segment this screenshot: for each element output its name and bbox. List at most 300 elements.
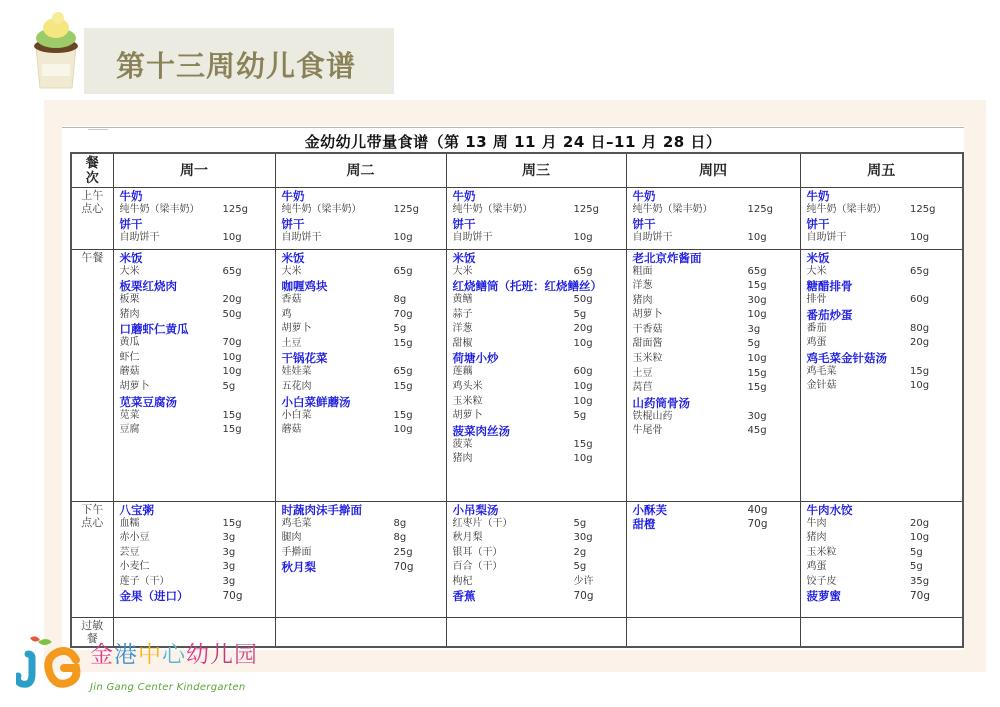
- ingredient-name: 腿肉: [281, 532, 302, 544]
- dish-name: 牛奶: [806, 188, 830, 203]
- ingredient-row: [633, 410, 796, 425]
- ingredient-amount: 15g: [222, 517, 242, 529]
- ingredient-row: [120, 517, 271, 532]
- dish-name: 牛奶: [281, 188, 305, 203]
- ingredient-amount: 30g: [573, 532, 593, 544]
- dish-name: 红烧鳝筒（托班：红烧鳝丝）: [452, 279, 602, 294]
- ingredient-row: [633, 279, 796, 294]
- ingredient-amount: 15g: [393, 409, 413, 421]
- ingredient-row: [120, 365, 271, 380]
- ingredient-row: [282, 546, 442, 561]
- ingredient-name: 排骨: [806, 294, 827, 306]
- dish-name: 牛奶: [119, 188, 143, 203]
- meal-label-cell: [71, 501, 113, 617]
- ingredient-row: [282, 322, 442, 337]
- ingredient-row: [453, 365, 622, 380]
- ingredient-row: [807, 293, 959, 308]
- logo-char: 幼: [186, 642, 210, 668]
- dish-name: 山药筒骨汤: [632, 395, 690, 410]
- menu-cell: [446, 617, 626, 647]
- ingredient-row: [807, 531, 959, 546]
- ingredient-name: 菠菜: [452, 438, 473, 450]
- ingredient-name: 胡萝卜: [632, 309, 663, 321]
- ingredient-amount: 30g: [747, 294, 767, 306]
- dish-name: 牛奶: [632, 188, 656, 203]
- menu-cell: [800, 501, 963, 617]
- ingredient-amount: 10g: [573, 381, 593, 393]
- ingredient-row: [282, 203, 442, 218]
- ingredient-row: [120, 265, 271, 280]
- ingredient-name: 猪肉: [806, 532, 827, 544]
- ingredient-name: 鸡蛋: [806, 337, 827, 349]
- ingredient-amount: 65g: [393, 265, 413, 277]
- ingredient-row: [282, 423, 442, 438]
- dish-name: 香蕉 70g: [453, 589, 622, 603]
- ingredient-row: [120, 423, 271, 438]
- ingredient-amount: 10g: [393, 232, 413, 244]
- ingredient-amount: 5g: [573, 410, 587, 422]
- page-title: 第十三周幼儿食谱: [116, 49, 357, 83]
- menu-cell: [113, 249, 275, 501]
- ingredient-row: [453, 546, 622, 561]
- dish-name: 板栗红烧肉: [119, 279, 177, 294]
- ingredient-row: [807, 379, 959, 394]
- dish-name: 小酥芙 40g: [633, 503, 796, 517]
- ingredient-row: [453, 265, 622, 280]
- ingredient-name: 自助饼干: [119, 232, 160, 244]
- ingredient-name: 鸡头米: [452, 381, 483, 393]
- weekly-menu-table: [70, 152, 964, 648]
- ingredient-row: [120, 203, 271, 218]
- dish-name: 秋月梨 70g: [282, 560, 442, 574]
- ingredient-amount: 15g: [573, 438, 593, 450]
- kindergarten-logo: [16, 634, 286, 700]
- ingredient-row: [633, 231, 796, 246]
- ingredient-amount: 20g: [910, 517, 930, 529]
- ingredient-name: 自助饼干: [632, 232, 673, 244]
- ingredient-name: 纯牛奶（梁丰奶）: [806, 203, 887, 215]
- ingredient-name: 苋菜: [119, 409, 140, 421]
- ingredient-name: 牛尾骨: [632, 425, 663, 437]
- ingredient-amount: 10g: [222, 232, 242, 244]
- ingredient-amount: 10g: [910, 232, 930, 244]
- dish-amount: 40g: [747, 503, 768, 516]
- dish-name: 苋菜豆腐汤: [119, 394, 177, 409]
- dish-name: 时蔬肉沫手擀面: [281, 502, 362, 517]
- ingredient-name: 牛肉: [806, 517, 827, 529]
- logo-char: 心: [162, 642, 186, 668]
- dish-name: 干锅花菜: [281, 351, 328, 366]
- ingredient-name: 虾仁: [119, 351, 140, 363]
- menu-cell: [275, 501, 446, 617]
- ingredient-row: [633, 337, 796, 352]
- ingredient-name: 洋葱: [452, 323, 473, 335]
- ingredient-row: [807, 575, 959, 590]
- ingredient-amount: 10g: [910, 380, 930, 392]
- ingredient-amount: 10g: [222, 351, 242, 363]
- dish-name: 米饭: [119, 250, 143, 265]
- dish-amount: 70g: [573, 590, 594, 603]
- ingredient-name: 纯牛奶（梁丰奶）: [119, 203, 200, 215]
- meal-label: 上午 点心: [81, 188, 104, 215]
- dish-name: 糖醋排骨: [806, 279, 853, 294]
- ingredient-amount: 10g: [573, 395, 593, 407]
- ingredient-row: [453, 395, 622, 410]
- meal-row-afternoon-snack: [71, 501, 963, 617]
- dish-name: 甜橙 70g: [633, 517, 796, 531]
- ingredient-row: [453, 517, 622, 532]
- ingredient-amount: 5g: [573, 308, 587, 320]
- ingredient-amount: 45g: [747, 425, 767, 437]
- ingredient-name: 土豆: [281, 337, 302, 349]
- ingredient-name: 小白菜: [281, 409, 312, 421]
- ingredient-amount: 15g: [393, 381, 413, 393]
- dish-name: 饼干: [632, 217, 656, 232]
- ingredient-row: [633, 265, 796, 280]
- ingredient-amount: 3g: [222, 561, 236, 573]
- dish-name: 口蘑虾仁黄瓜: [119, 322, 189, 337]
- ingredient-name: 番茄: [806, 322, 827, 334]
- ingredient-name: 黄鳝: [452, 294, 473, 306]
- ingredient-name: 土豆: [632, 367, 653, 379]
- ingredient-row: [453, 438, 622, 453]
- ingredient-amount: 30g: [747, 410, 767, 422]
- ingredient-name: 百合（干）: [452, 561, 503, 573]
- ingredient-amount: 5g: [393, 323, 407, 335]
- ingredient-name: 甜面酱: [632, 338, 663, 350]
- ingredient-name: 五花肉: [281, 381, 312, 393]
- meal-row-morning-snack: [71, 187, 963, 249]
- ingredient-amount: 10g: [747, 353, 767, 365]
- ingredient-row: [453, 380, 622, 395]
- ingredient-row: [120, 380, 271, 395]
- ingredient-amount: 10g: [910, 532, 930, 544]
- ingredient-amount: 125g: [222, 203, 248, 215]
- ingredient-amount: 15g: [747, 280, 767, 292]
- ingredient-amount: 10g: [573, 453, 593, 465]
- ingredient-name: 纯牛奶（梁丰奶）: [281, 203, 362, 215]
- ingredient-name: 蘑菇: [119, 366, 140, 378]
- ingredient-name: 芸豆: [119, 546, 140, 558]
- day-header-thu: 周四: [626, 153, 800, 187]
- ingredient-name: 胡萝卜: [452, 410, 483, 422]
- ingredient-name: 手擀面: [281, 546, 312, 558]
- ingredient-amount: 10g: [573, 232, 593, 244]
- ingredient-row: [633, 367, 796, 382]
- dish-name: 米饭: [452, 250, 476, 265]
- ingredient-name: 豆腐: [119, 424, 140, 436]
- ingredient-row: [807, 322, 959, 337]
- ingredient-row: [633, 308, 796, 323]
- dish-name: 菠萝蜜 70g: [807, 589, 959, 603]
- ingredient-name: 莲子（干）: [119, 575, 170, 587]
- logo-english-name: Jin Gang Center Kindergarten: [90, 682, 246, 693]
- ingredient-amount: 8g: [393, 532, 407, 544]
- menu-cell: [626, 501, 800, 617]
- dish-name: 米饭: [281, 250, 305, 265]
- ingredient-amount: 65g: [222, 265, 242, 277]
- ingredient-amount: 10g: [747, 232, 767, 244]
- ingredient-row: [282, 380, 442, 395]
- ingredient-name: 板栗: [119, 294, 140, 306]
- day-header-fri: 周五: [800, 153, 963, 187]
- ingredient-amount: 70g: [222, 337, 242, 349]
- ingredient-name: 纯牛奶（梁丰奶）: [452, 203, 533, 215]
- dish-name: 饼干: [281, 217, 305, 232]
- ingredient-row: [453, 308, 622, 323]
- ingredient-amount: 35g: [910, 575, 930, 587]
- menu-cell: [446, 187, 626, 249]
- menu-cell: [626, 249, 800, 501]
- ingredient-row: [282, 293, 442, 308]
- menu-cell: [275, 249, 446, 501]
- ingredient-row: [120, 351, 271, 366]
- ingredient-amount: 5g: [222, 381, 236, 393]
- cupcake-icon: [28, 6, 84, 90]
- menu-cell: [446, 501, 626, 617]
- ingredient-amount: 125g: [910, 203, 936, 215]
- menu-cell: [113, 187, 275, 249]
- ingredient-name: 金针菇: [806, 380, 837, 392]
- ingredient-name: 甜椒: [452, 337, 473, 349]
- ingredient-name: 玉米粒: [806, 546, 837, 558]
- ingredient-row: [282, 409, 442, 424]
- ingredient-amount: 15g: [222, 424, 242, 436]
- ingredient-name: 秋月梨: [452, 532, 483, 544]
- ingredient-row: [282, 308, 442, 323]
- ingredient-name: 猪肉: [119, 308, 140, 320]
- ingredient-row: [633, 381, 796, 396]
- ingredient-row: [453, 560, 622, 575]
- ingredient-name: 大米: [806, 265, 827, 277]
- ingredient-amount: 15g: [747, 382, 767, 394]
- ingredient-name: 胡萝卜: [119, 381, 150, 393]
- ingredient-amount: 3g: [222, 546, 236, 558]
- document-title: 金幼幼儿带量食谱（第 13 周 11 月 24 日–11 月 28 日）: [304, 133, 722, 151]
- logo-char: 港: [114, 642, 138, 668]
- ingredient-amount: 10g: [747, 309, 767, 321]
- ingredient-amount: 70g: [393, 308, 413, 320]
- meal-label-cell: [71, 249, 113, 501]
- menu-cell: [626, 187, 800, 249]
- ingredient-row: [807, 517, 959, 532]
- menu-cell: [275, 187, 446, 249]
- ingredient-row: [120, 546, 271, 561]
- dish-name: 荷塘小炒: [452, 351, 499, 366]
- dish-name: 牛奶: [452, 188, 476, 203]
- ingredient-name: 鸡蛋: [806, 561, 827, 573]
- ingredient-row: [807, 203, 959, 218]
- ingredient-amount: 50g: [222, 308, 242, 320]
- ingredient-amount: 5g: [573, 517, 587, 529]
- ingredient-amount: 80g: [910, 322, 930, 334]
- dish-name: 小白菜鲜蘑汤: [281, 394, 351, 409]
- ingredient-row: [282, 231, 442, 246]
- ingredient-row: [120, 293, 271, 308]
- ingredient-amount: 65g: [393, 366, 413, 378]
- dish-name: 小吊梨汤: [452, 502, 499, 517]
- ingredient-amount: 20g: [222, 294, 242, 306]
- ingredient-row: [807, 365, 959, 380]
- ingredient-name: 赤小豆: [119, 532, 150, 544]
- ingredient-amount: 125g: [747, 203, 773, 215]
- ingredient-name: 饺子皮: [806, 575, 837, 587]
- dish-name: 饼干: [452, 217, 476, 232]
- ingredient-name: 蒜子: [452, 308, 473, 320]
- ingredient-name: 枸杞: [452, 575, 473, 587]
- ingredient-name: 莴苣: [632, 382, 653, 394]
- ingredient-amount: 50g: [573, 294, 593, 306]
- ingredient-row: [453, 203, 622, 218]
- ingredient-row: [120, 231, 271, 246]
- ingredient-row: [633, 294, 796, 309]
- ingredient-amount: 65g: [910, 265, 930, 277]
- ingredient-name: 莲藕: [452, 366, 473, 378]
- ingredient-name: 血糯: [119, 517, 140, 529]
- ingredient-row: [453, 293, 622, 308]
- dish-name: 米饭: [806, 250, 830, 265]
- ingredient-row: [453, 531, 622, 546]
- ingredient-amount: 25g: [393, 546, 413, 558]
- ingredient-amount: 125g: [393, 203, 419, 215]
- meal-column-header: 餐 次: [71, 153, 113, 187]
- ingredient-name: 胡萝卜: [281, 323, 312, 335]
- meal-label: 下午 点心: [81, 502, 104, 529]
- ingredient-row: [282, 365, 442, 380]
- dish-amount: 70g: [222, 590, 243, 603]
- dish-name: 咖喱鸡块: [281, 279, 328, 294]
- header-row: [71, 153, 963, 187]
- ingredient-name: 小麦仁: [119, 561, 150, 573]
- ingredient-amount: 65g: [573, 265, 593, 277]
- ingredient-name: 自助饼干: [806, 232, 847, 244]
- menu-cell: [800, 187, 963, 249]
- ingredient-amount: 10g: [393, 424, 413, 436]
- ingredient-name: 粗面: [632, 265, 653, 277]
- ingredient-amount: 8g: [393, 294, 407, 306]
- ingredient-row: [282, 517, 442, 532]
- meal-label-cell: [71, 187, 113, 249]
- logo-char: 园: [234, 642, 258, 668]
- logo-char: 儿: [210, 642, 234, 668]
- ingredient-row: [807, 231, 959, 246]
- ingredient-amount: 10g: [222, 366, 242, 378]
- ingredient-row: [633, 323, 796, 338]
- dish-name: 金果（进口） 70g: [120, 589, 271, 603]
- ingredient-name: 鸡毛菜: [806, 365, 837, 377]
- ingredient-row: [633, 203, 796, 218]
- ingredient-amount: 10g: [573, 337, 593, 349]
- ingredient-name: 大米: [119, 265, 140, 277]
- ingredient-amount: 5g: [747, 338, 761, 350]
- ingredient-row: [120, 308, 271, 323]
- ingredient-name: 猪肉: [632, 294, 653, 306]
- ingredient-row: [453, 337, 622, 352]
- ingredient-row: [807, 336, 959, 351]
- ingredient-name: 自助饼干: [452, 232, 493, 244]
- ingredient-row: [282, 265, 442, 280]
- dish-name: 鸡毛菜金针菇汤: [806, 350, 887, 365]
- menu-cell: [800, 249, 963, 501]
- dish-name: 番茄炒蛋: [806, 307, 853, 322]
- ingredient-amount: 65g: [747, 265, 767, 277]
- ingredient-name: 干香菇: [632, 323, 663, 335]
- ingredient-amount: 3g: [222, 532, 236, 544]
- divider: [88, 129, 108, 130]
- ingredient-name: 玉米粒: [632, 353, 663, 365]
- ingredient-name: 大米: [281, 265, 302, 277]
- divider: [62, 127, 964, 128]
- dish-name: 饼干: [119, 217, 143, 232]
- ingredient-name: 玉米粒: [452, 395, 483, 407]
- ingredient-amount: 少许: [573, 575, 594, 587]
- ingredient-amount: 5g: [910, 546, 923, 558]
- logo-char: 中: [138, 642, 162, 668]
- ingredient-amount: 20g: [910, 337, 930, 349]
- dish-amount: 70g: [910, 590, 931, 603]
- ingredient-amount: 3g: [747, 323, 761, 335]
- dish-name: 饼干: [806, 217, 830, 232]
- logo-char: 金: [90, 642, 114, 668]
- day-header-wed: 周三: [446, 153, 626, 187]
- ingredient-amount: 125g: [573, 203, 599, 215]
- ingredient-amount: 15g: [393, 337, 413, 349]
- ingredient-amount: 8g: [393, 517, 407, 529]
- ingredient-name: 娃娃菜: [281, 366, 312, 378]
- ingredient-name: 铁棍山药: [632, 410, 673, 422]
- ingredient-row: [633, 424, 796, 439]
- ingredient-row: [807, 265, 959, 280]
- menu-cell: [800, 617, 963, 647]
- menu-cell: [626, 617, 800, 647]
- ingredient-amount: 2g: [573, 546, 587, 558]
- ingredient-name: 大米: [452, 265, 473, 277]
- ingredient-name: 自助饼干: [281, 232, 322, 244]
- ingredient-row: [282, 337, 442, 352]
- dish-name: 老北京炸酱面: [632, 250, 702, 265]
- ingredient-name: 红枣片（干）: [452, 517, 513, 529]
- menu-cell: [275, 617, 446, 647]
- dish-name: 八宝粥: [119, 502, 154, 517]
- ingredient-row: [120, 531, 271, 546]
- ingredient-name: 纯牛奶（梁丰奶）: [632, 203, 713, 215]
- ingredient-row: [453, 231, 622, 246]
- ingredient-amount: 60g: [573, 366, 593, 378]
- ingredient-name: 鸡毛菜: [281, 517, 312, 529]
- ingredient-row: [453, 409, 622, 424]
- ingredient-row: [453, 575, 622, 590]
- meal-label: 过敏 餐: [81, 618, 104, 645]
- ingredient-row: [282, 531, 442, 546]
- ingredient-row: [120, 409, 271, 424]
- dish-name: 菠菜肉丝汤: [452, 423, 510, 438]
- dish-amount: 70g: [393, 561, 414, 574]
- day-header-tue: 周二: [275, 153, 446, 187]
- ingredient-amount: 15g: [910, 365, 930, 377]
- ingredient-name: 银耳（干）: [452, 546, 503, 558]
- ingredient-row: [120, 336, 271, 351]
- ingredient-row: [807, 546, 959, 561]
- ingredient-amount: 5g: [910, 561, 923, 573]
- ingredient-amount: 3g: [222, 575, 236, 587]
- logo-chinese-name: [90, 636, 258, 669]
- dish-amount: 70g: [747, 517, 768, 530]
- ingredient-amount: 15g: [747, 367, 767, 379]
- ingredient-amount: 15g: [222, 409, 242, 421]
- ingredient-name: 香菇: [281, 294, 302, 306]
- day-header-mon: 周一: [113, 153, 275, 187]
- meal-row-lunch: [71, 249, 963, 501]
